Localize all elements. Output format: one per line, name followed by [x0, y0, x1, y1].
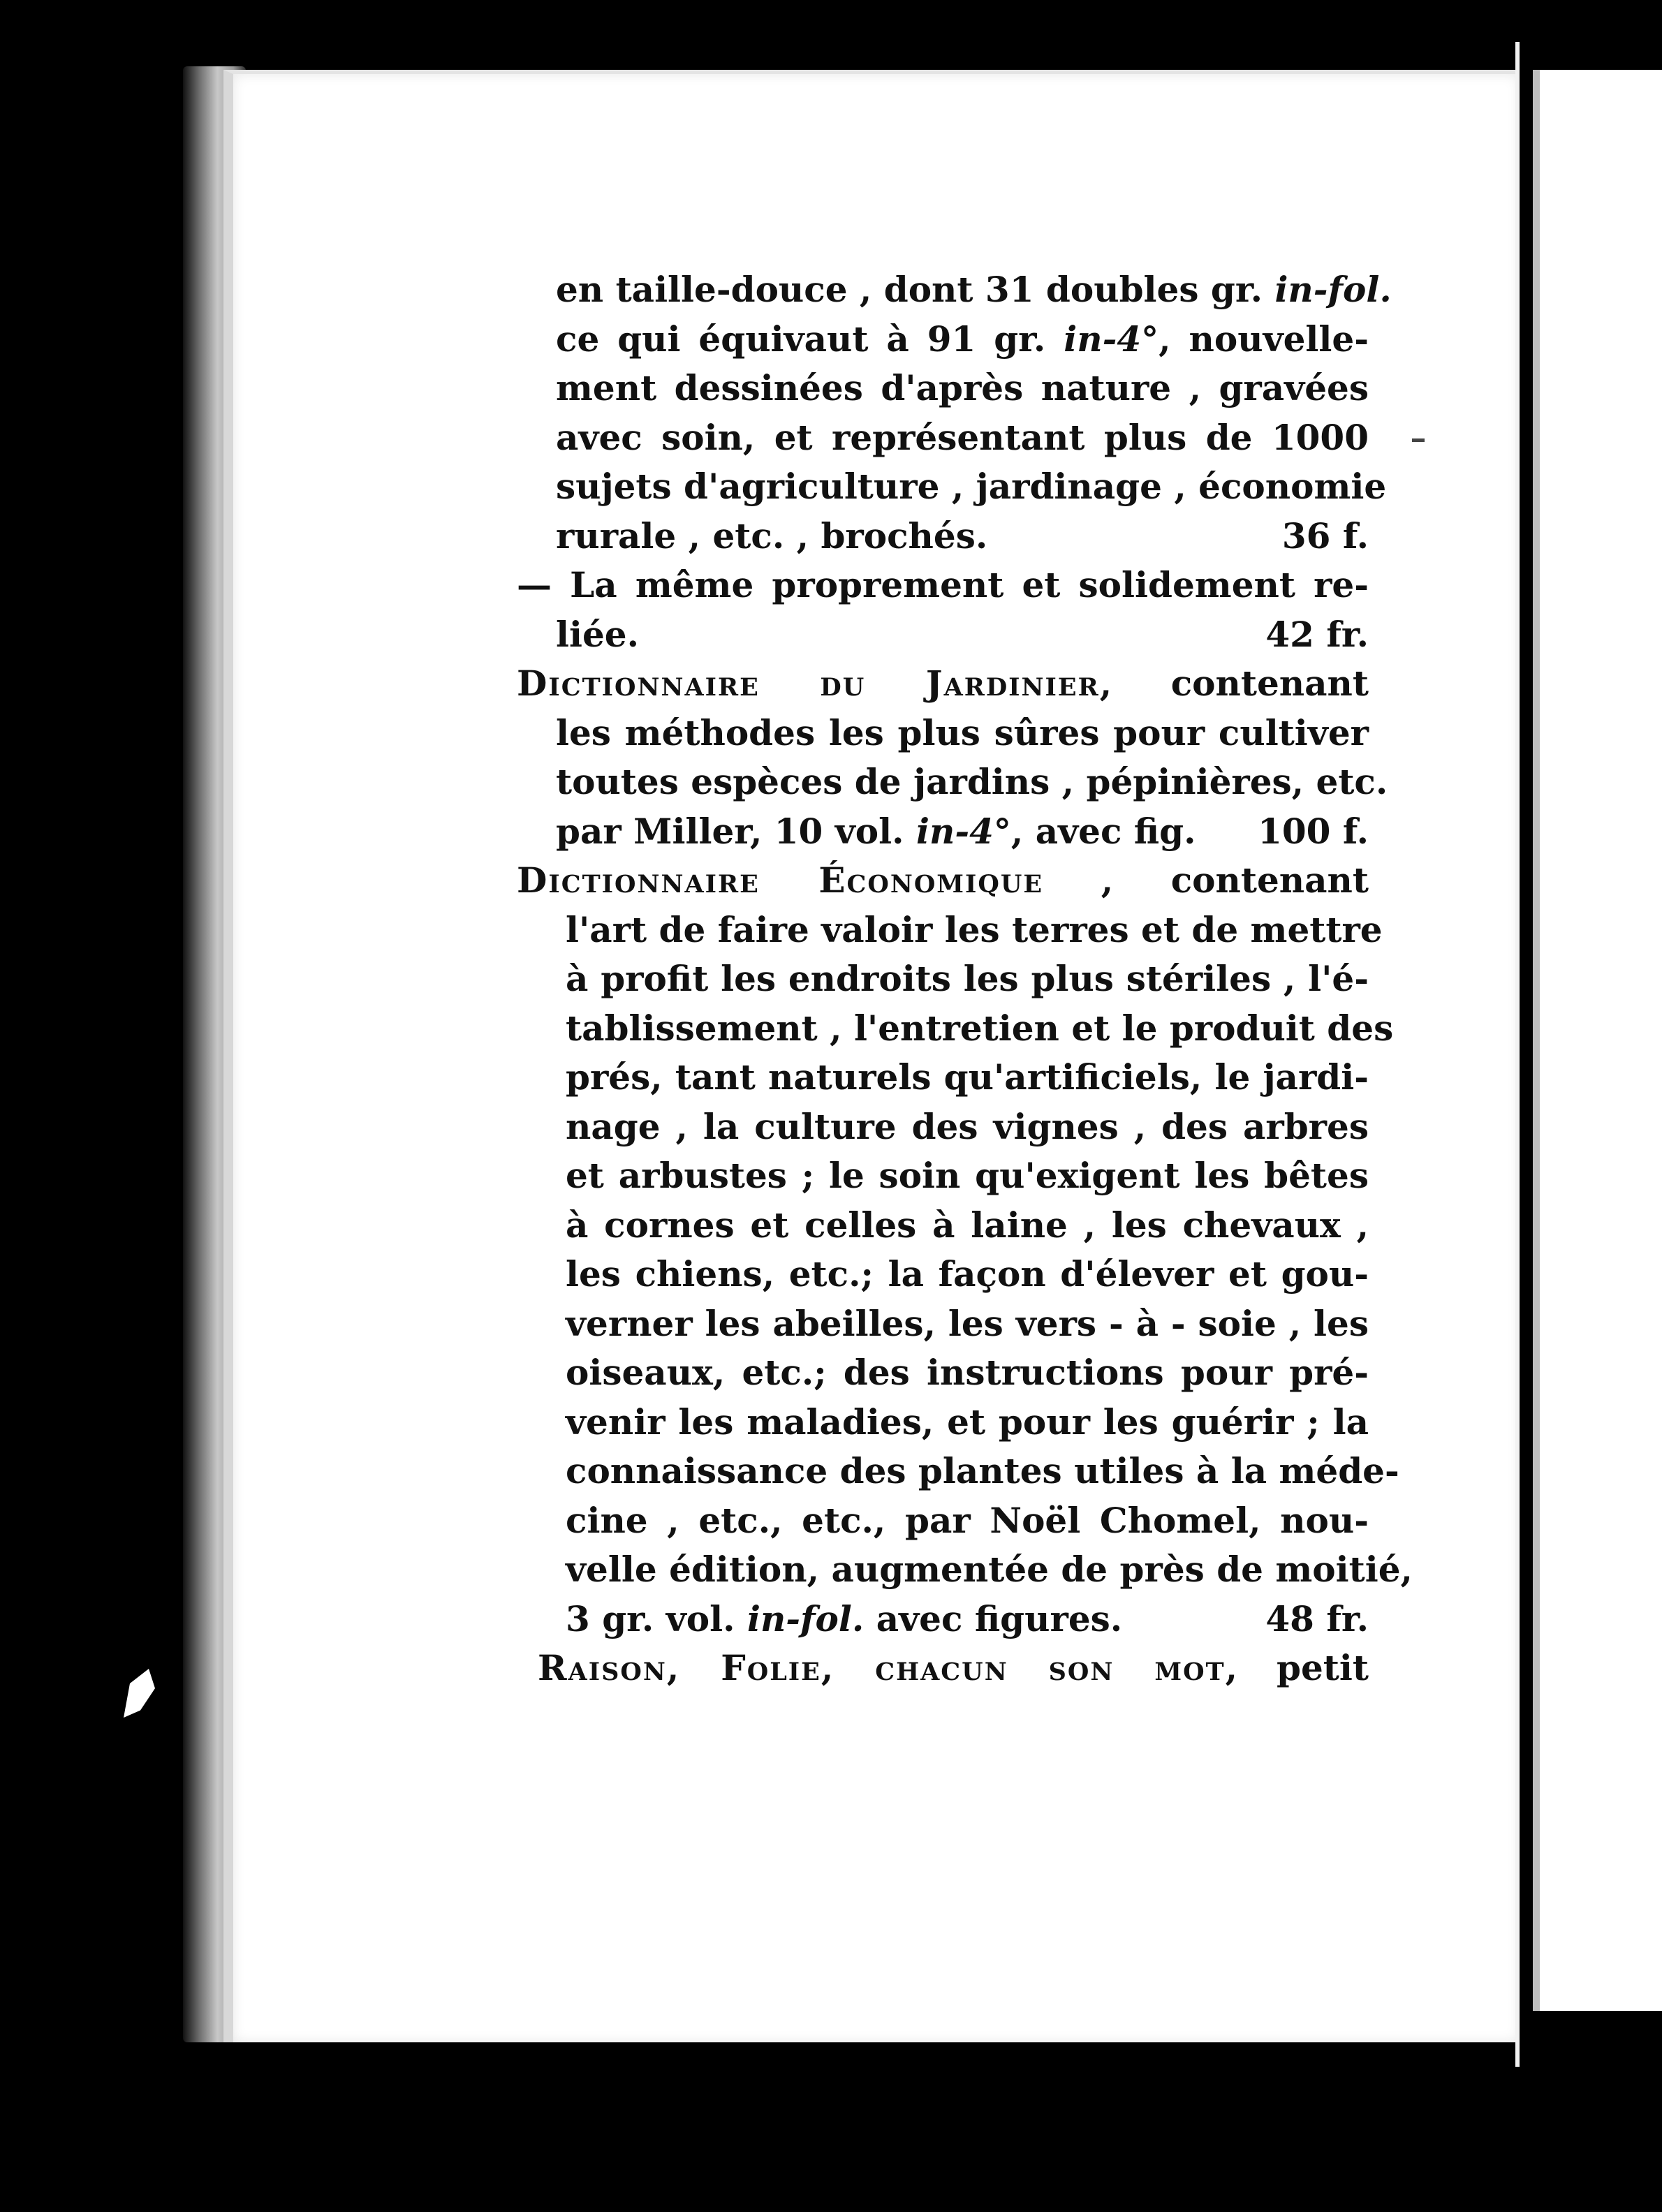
text-line: liée. 42 fr. [517, 610, 1369, 660]
margin-mark [1412, 438, 1425, 442]
text-line: velle édition, augmentée de près de moitié, [566, 1549, 1413, 1590]
text-line: verner les abeilles, les vers - à - soie , les [566, 1302, 1369, 1344]
text-line: à profit les endroits les plus stériles , l'é- [566, 958, 1369, 999]
text-block [517, 265, 1413, 1693]
next-page-sheet [1533, 70, 1662, 2011]
text-line: en taille-douce , dont 31 doubles gr. in-fol. [556, 269, 1392, 310]
text-line: ment dessinées d'après nature , gravées [556, 367, 1369, 408]
price: 42 fr. [1265, 613, 1369, 655]
text-line: toutes espèces de jardins , pépinières, etc. [556, 761, 1388, 802]
text-line: connaissance des plantes utiles à la méde- [566, 1450, 1399, 1491]
text-line: rurale , etc. , brochés. 36 f. [517, 512, 1369, 561]
text-line: 3 gr. vol. in-fol. avec figures. 48 fr. [517, 1595, 1369, 1644]
price: 100 f. [1258, 810, 1369, 852]
text-line: nage , la culture des vignes , des arbres [566, 1105, 1369, 1147]
text-line: sujets d'agriculture , jardinage , économie [556, 466, 1387, 507]
entry-title: Dictionnaire Économique [517, 860, 1044, 901]
text-line: et arbustes ; le soin qu'exigent les bêtes [566, 1155, 1369, 1196]
text-line: cine , etc., etc., par Noël Chomel, nou- [566, 1499, 1369, 1541]
text-line: ce qui équivaut à 91 gr. in-4°, nouvelle- [556, 318, 1369, 360]
text-line: — La même proprement et solidement re- [517, 564, 1369, 605]
text-line: avec soin, et représentant plus de 1000 [556, 416, 1369, 458]
text-line: les méthodes les plus sûres pour cultiver [556, 711, 1369, 753]
price: 36 f. [1281, 515, 1369, 556]
text-line: l'art de faire valoir les terres et de mettre [566, 908, 1383, 950]
text-line: venir les maladies, et pour les guérir ; la [566, 1401, 1369, 1443]
text-line: les chiens, etc.; la façon d'élever et gou- [566, 1253, 1369, 1295]
entry-heading-line: Dictionnaire du Jardinier, contenant [517, 663, 1369, 704]
text-line: à cornes et celles à laine , les chevaux , [566, 1204, 1369, 1246]
text-line: oiseaux, etc.; des instructions pour pré- [566, 1352, 1369, 1393]
price: 48 fr. [1265, 1598, 1369, 1639]
entry-title: Raison, Folie, chacun son mot [538, 1647, 1226, 1688]
entry-heading-line: Dictionnaire Économique , contenant [517, 860, 1369, 901]
text-line: prés, tant naturels qu'artificiels, le jardi- [566, 1056, 1369, 1098]
page-tear-mark [115, 1669, 157, 1718]
entry-title: Dictionnaire du Jardinier [517, 663, 1100, 704]
entry-heading-line: Raison, Folie, chacun son mot, petit [538, 1647, 1369, 1688]
text-line: par Miller, 10 vol. in-4°, avec fig. 100 f. [517, 807, 1369, 857]
text-line: tablissement , l'entretien et le produit des [566, 1007, 1394, 1049]
